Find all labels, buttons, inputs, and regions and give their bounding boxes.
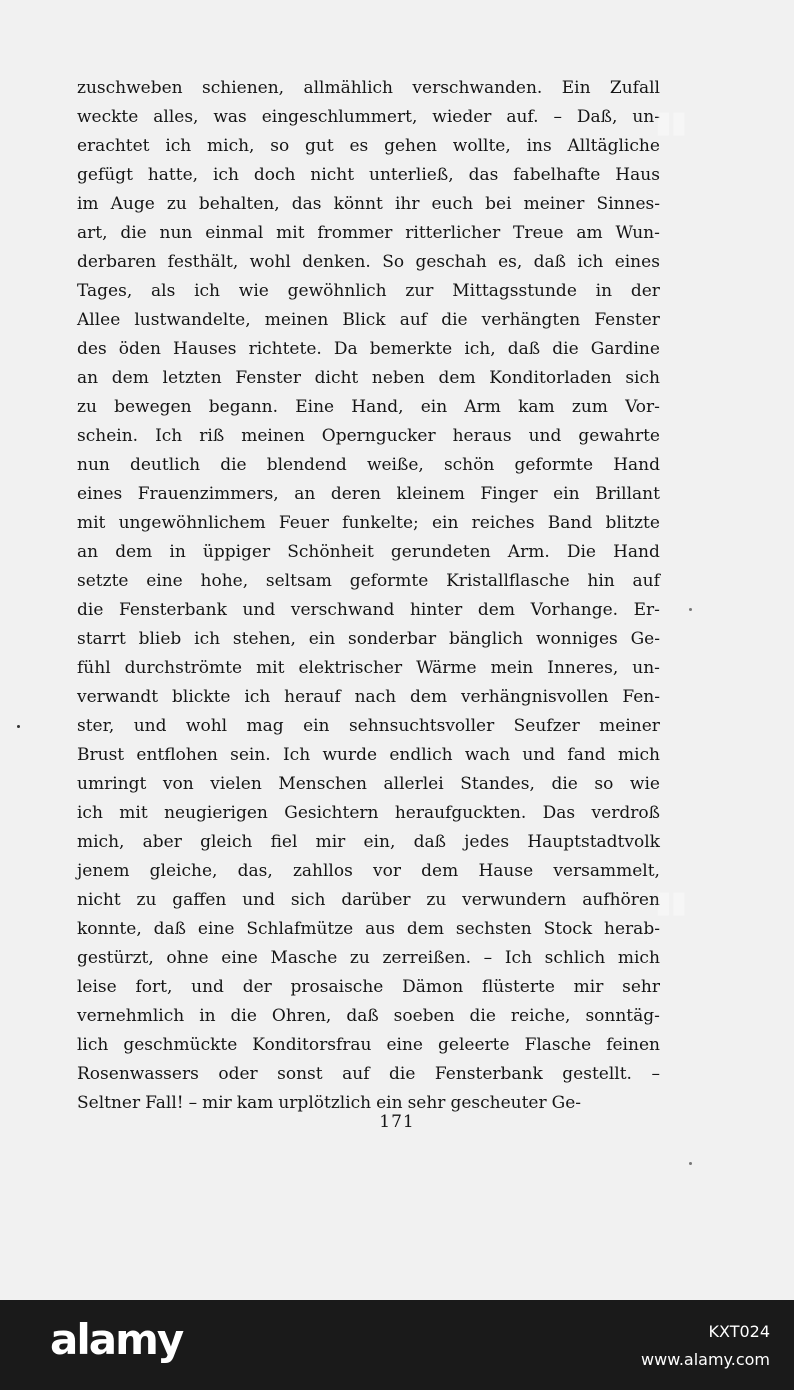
text-line: mich, aber gleich fiel mir ein, daß jedes Hauptstadtvolk xyxy=(77,832,660,852)
watermark-shape: ▮▮ xyxy=(655,105,687,140)
text-line: weckte alles, was eingeschlummert, wieder auf. – Daß, un- xyxy=(77,107,660,127)
alamy-logo: alamy xyxy=(50,1315,183,1364)
text-line: ich mit neugierigen Gesichtern heraufguckten. Das verdroß xyxy=(77,803,660,823)
text-line: lich geschmückte Konditorsfrau eine geleerte Flasche feinen xyxy=(77,1035,660,1055)
text-line: an dem in üppiger Schönheit gerundeten Arm. Die Hand xyxy=(77,542,660,562)
text-line: Brust entflohen sein. Ich wurde endlich wach und fand mich xyxy=(77,745,660,765)
text-line: gefügt hatte, ich doch nicht unterließ, das fabelhafte Haus xyxy=(77,165,660,185)
margin-speck xyxy=(689,1162,692,1165)
margin-speck xyxy=(17,725,20,728)
text-line: zu bewegen begann. Eine Hand, ein Arm kam zum Vor- xyxy=(77,397,660,417)
text-line: die Fensterbank und verschwand hinter dem Vorhange. Er- xyxy=(77,600,660,620)
text-line: Seltner Fall! – mir kam urplötzlich ein sehr gescheuter Ge- xyxy=(77,1093,582,1113)
text-line: nun deutlich die blendend weiße, schön geformte Hand xyxy=(77,455,660,475)
body-text xyxy=(77,74,660,1118)
text-line: starrt blieb ich stehen, ein sonderbar bänglich wonniges Ge- xyxy=(77,629,660,649)
site-url: www.alamy.com xyxy=(641,1350,770,1369)
page-number: 171 xyxy=(379,1112,415,1132)
text-line: schein. Ich riß meinen Operngucker heraus und gewahrte xyxy=(77,426,660,446)
text-line: eines Frauenzimmers, an deren kleinem Finger ein Brillant xyxy=(77,484,660,504)
text-line: Rosenwassers oder sonst auf die Fensterbank gestellt. – xyxy=(77,1064,660,1084)
text-line: fühl durchströmte mit elektrischer Wärme mein Inneres, un- xyxy=(77,658,660,678)
text-line: gestürzt, ohne eine Masche zu zerreißen. – Ich schlich mich xyxy=(77,948,660,968)
text-line: zuschweben schienen, allmählich verschwanden. Ein Zufall xyxy=(77,78,660,98)
watermark-shape: ▮▮ xyxy=(655,885,687,920)
text-line: im Auge zu behalten, das könnt ihr euch bei meiner Sinnes- xyxy=(77,194,660,214)
text-line: Tages, als ich wie gewöhnlich zur Mittagsstunde in der xyxy=(77,281,660,301)
image-id: KXT024 xyxy=(708,1322,770,1341)
margin-speck xyxy=(689,608,692,611)
text-line: nicht zu gaffen und sich darüber zu verwundern aufhören xyxy=(77,890,660,910)
text-line: an dem letzten Fenster dicht neben dem Konditorladen sich xyxy=(77,368,660,388)
text-line: vernehmlich in die Ohren, daß soeben die reiche, sonntäg- xyxy=(77,1006,660,1026)
text-line: ster, und wohl mag ein sehnsuchtsvoller Seufzer meiner xyxy=(77,716,660,736)
text-line: leise fort, und der prosaische Dämon flüsterte mir sehr xyxy=(77,977,660,997)
text-line: setzte eine hohe, seltsam geformte Kristallflasche hin auf xyxy=(77,571,660,591)
text-line: umringt von vielen Menschen allerlei Standes, die so wie xyxy=(77,774,660,794)
text-line: verwandt blickte ich herauf nach dem verhängnisvollen Fen- xyxy=(77,687,660,707)
text-line: art, die nun einmal mit frommer ritterlicher Treue am Wun- xyxy=(77,223,660,243)
text-line: konnte, daß eine Schlafmütze aus dem sechsten Stock herab- xyxy=(77,919,660,939)
text-line: mit ungewöhnlichem Feuer funkelte; ein reiches Band blitzte xyxy=(77,513,660,533)
text-line: derbaren festhält, wohl denken. So geschah es, daß ich eines xyxy=(77,252,660,272)
text-line: des öden Hauses richtete. Da bemerkte ich, daß die Gardine xyxy=(77,339,660,359)
text-line: jenem gleiche, das, zahllos vor dem Hause versammelt, xyxy=(77,861,660,881)
text-line: Allee lustwandelte, meinen Blick auf die verhängten Fenster xyxy=(77,310,660,330)
text-line: erachtet ich mich, so gut es gehen wollte, ins Alltägliche xyxy=(77,136,660,156)
